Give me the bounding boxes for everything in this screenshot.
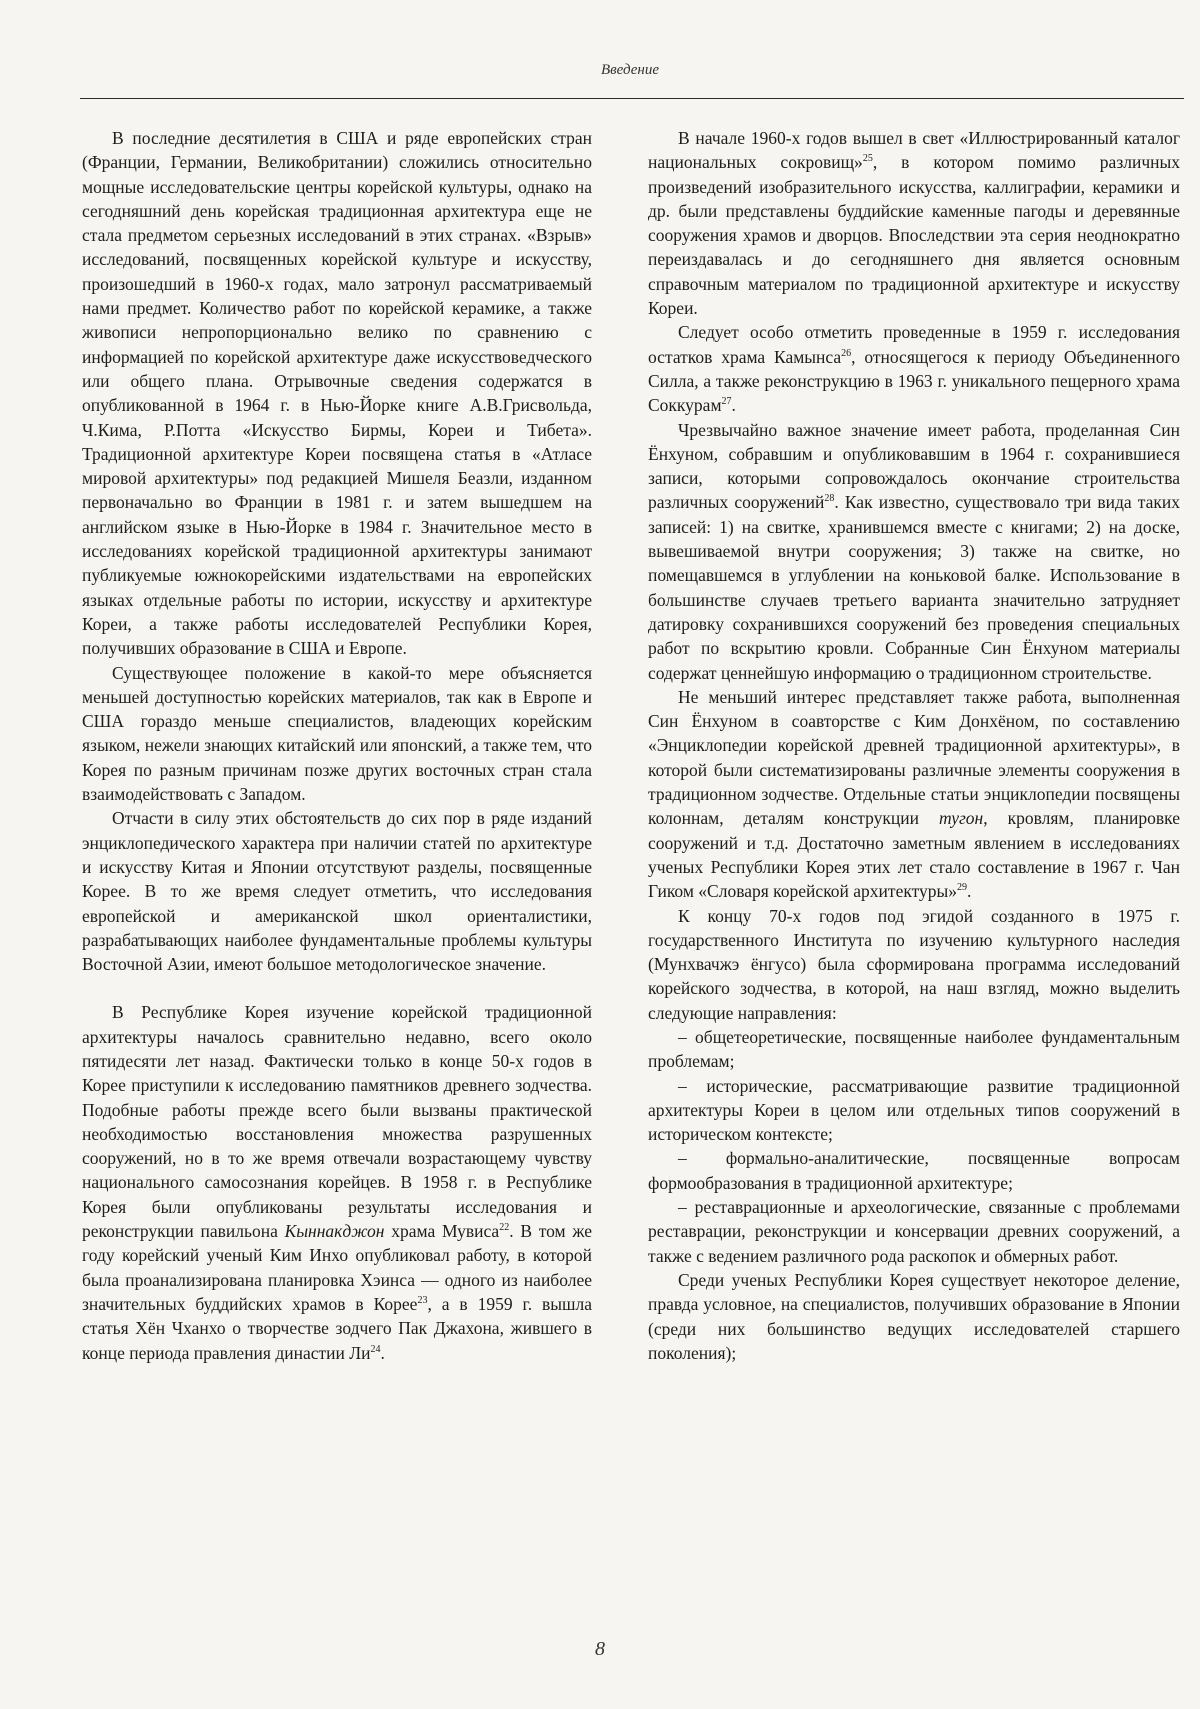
paragraph [82, 1000, 592, 1364]
text-run: В Республике Корея изучение корейской традиционной архитектуры началось сравнительно недавно, всего около пятидесяти лет назад. Фактически только в конце 50-х годов в Корее приступили к исследованию памятников древнего зодчества. Подобные работы прежде всего были вызваны практической необходимостью восстановления множества разрушенных сооружений, но в то же время отвечали возрастающему чувству национального самосознания корейцев. В 1958 г. в Республике Корея были опубликованы результаты исследования и реконструкции павильона [82, 1002, 592, 1242]
list-item: – исторические, рассматривающие развитие традиционной архитектуры Кореи в целом или отдельных типов сооружений в историческом контексте; [648, 1075, 1180, 1145]
italic-term: Кыннакджон [284, 1221, 385, 1242]
left-column [82, 126, 592, 1365]
list-item: – общетеоретические, посвященные наиболее фундаментальным проблемам; [648, 1026, 1180, 1072]
text-run: . В том же году корейский ученый Ким Инхо опубликовал работу, в которой была проанализирована планировка Хэинса — одного из наиболее значительных буддийских храмов в Корее [82, 1221, 592, 1314]
text-run: , относящегося к периоду Объединенного Силла, а также реконструкцию в 1963 г. уникального пещерного храма Соккурам [648, 346, 1180, 416]
text-run: храма Мувиса [384, 1221, 500, 1242]
text-run: Следует особо отметить проведенные в 1959 г. исследования остатков храма Камынса [648, 322, 1180, 367]
text-run: , кровлям, планировке сооружений и т.д. Достаточно заметным явлением в исследованиях ученых Республики Корея этих лет стало составление в 1967 г. Чан Гиком «Словаря корейской архитектуры» [648, 808, 1180, 902]
list-item: – формально-аналитические, посвященные вопросам формообразования в традиционной архитектуре; [648, 1148, 1180, 1193]
running-header: Введение [601, 62, 659, 78]
text-run: Чрезвычайно важное значение имеет работа, проделанная Син Ёнхуном, собравшим и опубликовавшим в 1964 г. сохранившиеся записи, которыми сопровождалось окончание строительства различных сооружений [648, 419, 1180, 513]
footnote-ref: 24 [370, 1343, 381, 1355]
paragraph [648, 126, 1180, 320]
paragraph [648, 685, 1180, 904]
text-run: Не меньший интерес представляет также работа, выполненная Син Ёнхуном в соавторстве с Ким Донхёном, по составлению «Энциклопедии корейской древней традиционной архитектуры», в которой были систематизированы различные элементы сооружения в традиционном зодчестве. Отдельные статьи энциклопедии посвящены колоннам, деталям конструкции [648, 686, 1180, 829]
paragraph: Среди ученых Республики Корея существует некоторое деление, правда условное, на специалистов, получивших образование в Японии (среди них большинство ведущих исследователей старшего поколения); [648, 1269, 1180, 1363]
paragraph: В последние десятилетия в США и ряде европейских стран (Франции, Германии, Великобритании) сложились относительно мощные исследовательские центры корейской культуры, однако на сегодняшний день корейская традиционная архитектура еще не стала предметом серьезных исследований в этих странах. «Взрыв» исследований, посвященных корейской культуре и искусству, произошедший в 1960-х годах, мало затронул рассматриваемый нами предмет. Количество работ по корейской керамике, а также живописи непропорционально велико по сравнению с информацией по корейской архитектуре даже искусствоведческого или общего плана. Отрывочные сведения содержатся в опубликованной в 1964 г. в Нью-Йорке книге А.В.Грисвольда, Ч.Кима, Р.Потта «Искусство Бирмы, Кореи и Тибета». Традиционной архитектуре Кореи посвящена статья в «Атласе мировой архитектуры» под редакцией Мишеля Беазли, изданном первоначально во Франции в 1981 г. и затем вышедшем на английском языке в Нью-Йорке в 1984 г. Значительное место в исследованиях корейской традиционной архитектуры занимают публикуемые южнокорейскими издательствами на европейских языках отдельные работы по истории, искусству и архитектуре Кореи, а также работы исследователей Республики Корея, получивших образование в США и Европе. [82, 128, 592, 659]
text-run: В начале 1960-х годов вышел в свет «Иллюстрированный каталог национальных сокровищ» [648, 128, 1180, 173]
paragraph [648, 320, 1180, 417]
footnote-ref: 23 [417, 1295, 428, 1307]
list-item: – реставрационные и археологические, связанные с проблемами реставрации, реконструкции и консервации древних сооружений, а также с ведением различного рода раскопок и обмерных работ. [648, 1197, 1180, 1266]
paragraph: Существующее положение в какой-то мере объясняется меньшей доступностью корейских материалов, так как в Европе и США гораздо меньше специалистов, владеющих корейским языком, нежели знающих китайский или японский, а также тем, что Корея по разным причинам позже других восточных стран стала взаимодействовать с Западом. [82, 662, 592, 805]
footnote-ref: 29 [957, 882, 968, 894]
text-run: . [731, 395, 736, 416]
footnote-ref: 27 [721, 396, 732, 408]
text-run: . Как известно, существовало три вида таких записей: 1) на свитке, хранившемся вместе с книгами; 2) на доске, вывешиваемой внутри сооружения; 3) также на свитке, но помещавшемся в углублении на коньковой балке. Использование в большинстве случаев третьего варианта значительно затрудняет датировку сохранившихся сооружений без проведения специальных работ по вскрытию кровли. Собранные Син Ёнхуном материалы содержат ценнейшую информацию о традиционном строительстве. [648, 492, 1180, 683]
right-column [648, 126, 1180, 1365]
text-run: , в котором помимо различных произведений изобразительного искусства, каллиграфии, керамики и др. были представлены буддийские каменные пагоды и деревянные сооружения храмов и дворцов. Впоследствии эта серия неоднократно переиздавалась и до сегодняшнего дня является основным справочным материалом по традиционной архитектуре и искусству Кореи. [648, 152, 1181, 319]
page-number: 8 [595, 1638, 605, 1660]
footnote-ref: 26 [841, 347, 852, 359]
italic-term: тугон [939, 808, 984, 829]
text-run: , а в 1959 г. вышла статья Хён Чханхо о творчестве зодчего Пак Джахона, жившего в конце периода правления династии Ли [82, 1293, 592, 1363]
footnote-ref: 25 [862, 153, 873, 165]
text-run: . [967, 881, 972, 902]
footnote-ref: 28 [824, 493, 835, 505]
paragraph: К концу 70-х годов под эгидой созданного в 1975 г. государственного Института по изучению культурного наследия (Мунхвачжэ ёнгусо) была сформирована программа исследований корейского зодчества, в которой, на наш взгляд, можно выделить следующие направления: [648, 905, 1180, 1023]
text-run: . [380, 1342, 385, 1363]
paragraph [648, 418, 1180, 685]
paragraph: Отчасти в силу этих обстоятельств до сих пор в ряде изданий энциклопедического характера при наличии статей по архитектуре и искусству Китая и Японии отсутствуют разделы, посвященные Корее. В то же время следует отметить, что исследования европейской и американской школ ориенталистики, разрабатывающих наиболее фундаментальные проблемы культуры Восточной Азии, имеют большое методологическое значение. [82, 808, 592, 975]
footnote-ref: 22 [499, 1222, 510, 1234]
header-rule [80, 98, 1184, 99]
